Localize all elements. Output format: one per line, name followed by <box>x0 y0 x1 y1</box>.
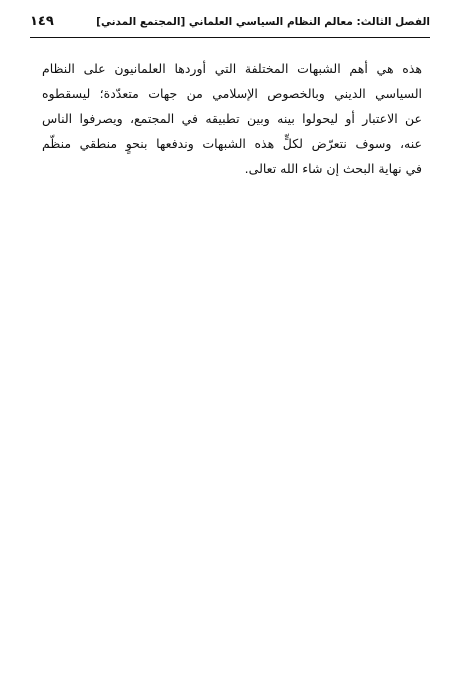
paragraph-line: عنه، وسوف نتعرّض لكلٍّ هذه الشبهات وندفعها بنحوٍ منطقي منظّم <box>42 136 422 151</box>
paragraph-line: في نهاية البحث إن شاء الله تعالى. <box>244 161 422 176</box>
paragraph-line: السياسي الديني وبالخصوص الإسلامي من جهات متعدّدة؛ ليسقطوه <box>42 86 422 101</box>
page-number: ١٤٩ <box>30 14 54 29</box>
paragraph-line: عن الاعتبار أو ليحولوا بينه وبين تطبيقه في المجتمع، ويصرفوا الناس <box>42 111 422 126</box>
header-rule <box>30 37 430 38</box>
paragraph-line: هذه هي أهم الشبهات المختلفة التي أوردها العلمانيون على النظام <box>42 61 422 76</box>
running-title: الفصل الثالث: معالم النظام السياسي العلماني [المجتمع المدني] <box>96 16 430 28</box>
body-paragraph <box>42 56 422 181</box>
page-header <box>30 14 430 36</box>
